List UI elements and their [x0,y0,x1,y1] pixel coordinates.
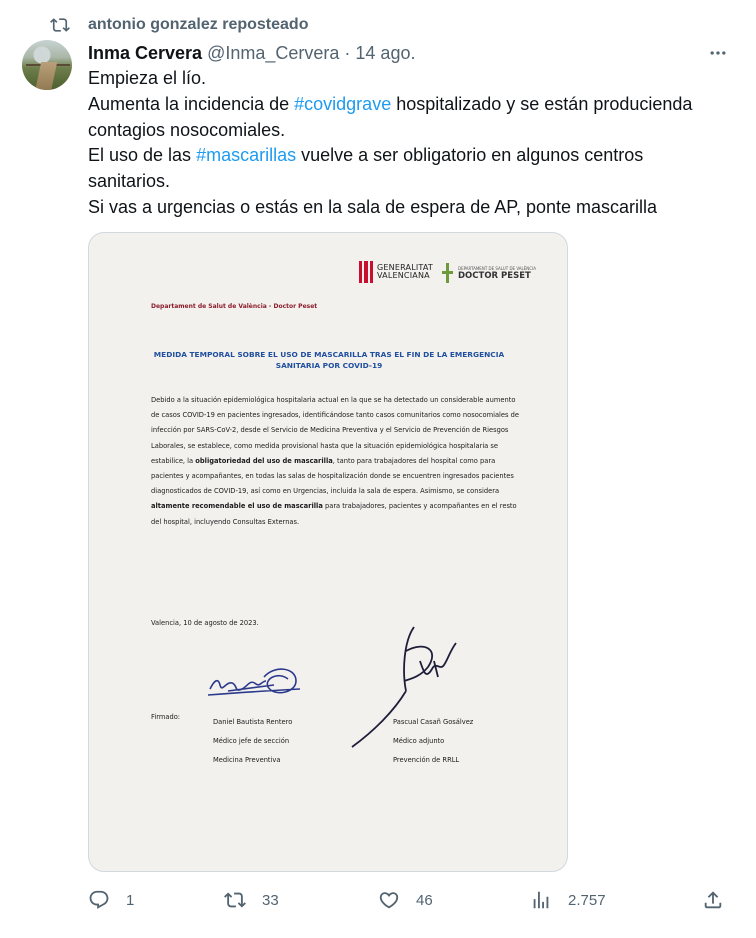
bold-segment: obligatoriedad del uso de mascarilla [195,456,333,465]
more-icon [708,43,728,63]
views-count: 2.757 [568,891,606,909]
text-segment: , tanto para trabajadores del hospital como para pacientes y acompañantes, en todas las salas de hospitalización donde se encuentren ingresados pacientes diagnosticados de COVID-19, así como en Urgencias, incluida la sala de espera. Asimismo, se considera [151,456,514,496]
document-page [89,233,567,871]
signer-name: Daniel Bautista Rentero [213,718,293,726]
tweet-header [88,41,415,65]
tweet-line [88,143,728,195]
logo-line: DEPARTAMENT DE SALUT DE VALÈNCIA [458,265,536,271]
timestamp[interactable]: 14 ago. [355,42,416,63]
avatar-path [35,62,57,90]
signature-image [204,651,314,707]
signer-dept: Medicina Preventiva [213,756,281,764]
like-count: 46 [416,891,433,909]
logo-text [377,264,433,281]
hashtag-link[interactable]: #mascarillas [196,145,297,166]
action-bar [0,886,756,914]
bold-segment: altamente recomendable el uso de mascarilla [151,502,323,511]
body-paragraph [151,393,523,530]
text-segment: Debido a la situación epidemiológica hospitalaria actual en la que se ha detectado un considerable aumento de casos COVID-19 en pacientes ingresados, identificándose tanto casos comunitarios como nosocomiales de infección por SARS-CoV-2, desde el Servicio de Medicina Preventiva y el Servicio de Prevención de Riesgos Laborales, se establece, como medida provisional hasta que la situación epidemiológica hospitalaria se estabilice, la [151,396,519,465]
document-title [129,349,529,371]
department-heading: Departament de Salut de València - Doctor Peset [151,303,318,310]
logo-line: DOCTOR PESET [458,270,531,281]
health-cross-icon [442,263,454,283]
repost-icon [50,15,70,35]
generalitat-mark-icon [359,261,373,283]
signer-role: Médico adjunto [393,737,445,745]
tweet-line [88,92,728,144]
document-body [151,393,523,530]
repost-text[interactable]: antonio gonzalez reposteado [88,16,309,33]
logo-line: VALENCIANA [377,271,430,280]
text-segment: vuelve a ser obligatorio en algunos centros sanitarios. [88,145,644,192]
signed-label: Firmado: [151,713,181,721]
doctor-peset-logo [442,263,536,283]
text-segment: para trabajadores, pacientes y acompañantes en el resto del hospital, incluyendo Consultas Externas. [151,502,517,526]
hashtag-link[interactable]: #covidgrave [294,93,392,114]
text-segment: El uso de las [88,145,197,166]
logo-text [458,266,536,281]
title-line: MEDIDA TEMPORAL SOBRE EL USO DE MASCARILLA TRAS EL FIN DE LA EMERGENCIA [153,350,505,359]
views-chart-icon [530,889,552,911]
signer-role: Médico jefe de sección [213,737,290,745]
author-name[interactable]: Inma Cervera [88,42,203,63]
like-button[interactable] [378,886,433,914]
repost-indicator[interactable] [50,14,308,36]
reply-count: 1 [126,891,135,909]
repost-button[interactable] [224,886,279,914]
reply-button[interactable] [88,886,134,914]
text-segment: Aumenta la incidencia de [88,93,295,114]
signer-dept: Prevención de RRLL [393,756,460,764]
tweet-line: Empieza el lío. [88,68,207,88]
share-button[interactable] [702,886,724,914]
signer-name: Pascual Casañ Gosálvez [393,718,474,726]
reply-icon [88,889,110,911]
views-button[interactable] [530,886,606,914]
tweet-text [88,66,728,221]
repost-count: 33 [262,891,279,909]
avatar[interactable] [22,40,72,90]
generalitat-logo [359,261,433,283]
logo-line: GENERALITAT [377,262,434,272]
share-icon [702,889,724,911]
heart-icon [378,889,400,911]
separator-dot: · [344,42,351,63]
signer-block [393,713,473,770]
more-options-button[interactable] [706,42,730,64]
title-line: SANITARIA POR COVID-19 [275,361,383,370]
text-segment: hospitalizado y se están producienda contagios nosocomiales. [88,93,693,140]
tweet-line: Si vas a urgencias o estás en la sala de espera de AP, ponte mascarilla [88,196,658,217]
signer-block [213,713,292,770]
author-handle[interactable]: @Inma_Cervera [207,42,340,63]
document-date: Valencia, 10 de agosto de 2023. [151,619,259,627]
tweet-media-image[interactable] [88,232,568,872]
repost-icon [224,889,246,911]
